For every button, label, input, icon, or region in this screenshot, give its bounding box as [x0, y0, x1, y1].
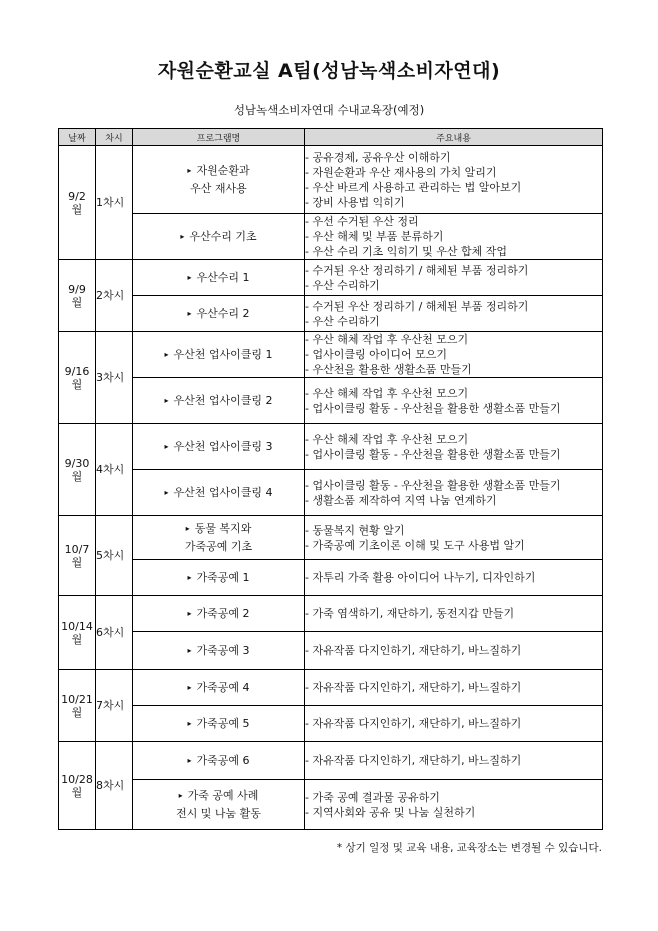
session-number: 1차시	[96, 146, 133, 260]
program-name-text: 우산천 업사이클링 2	[173, 393, 273, 407]
program-name-line	[133, 520, 304, 538]
program-name-line	[133, 228, 304, 246]
program-content	[305, 596, 603, 632]
bullet-icon: ▸	[187, 755, 192, 765]
program-name-line	[133, 438, 304, 456]
table-row	[59, 670, 603, 706]
header-session: 차시	[96, 129, 133, 146]
program-name-text: 동물 복지와	[194, 522, 252, 535]
table-row	[59, 560, 603, 596]
program-name-text: 가죽공예 4	[196, 680, 250, 694]
program-name-line	[133, 805, 304, 822]
session-number: 2차시	[96, 260, 133, 332]
program-content	[305, 780, 603, 830]
table-row	[59, 260, 603, 296]
bullet-icon: ▸	[180, 231, 185, 241]
content-line: - 업사이클링 활동 - 우산천을 활용한 생활소품 만들기	[305, 447, 561, 461]
session-date-line: 월	[71, 295, 83, 309]
table-row	[59, 214, 603, 260]
program-content	[305, 378, 603, 424]
session-date-line: 9/9	[68, 282, 86, 296]
session-date-line: 월	[71, 705, 83, 719]
content-line: - 지역사회와 공유 및 나눔 실천하기	[305, 805, 476, 819]
schedule-body	[59, 146, 603, 830]
program-name	[133, 516, 305, 560]
table-row	[59, 742, 603, 780]
program-name-line	[133, 346, 304, 364]
program-name	[133, 780, 305, 830]
program-name-text: 가죽 공예 사례	[187, 789, 259, 802]
table-row	[59, 706, 603, 742]
table-row	[59, 146, 603, 214]
content-line: - 가죽 염색하기, 재단하기, 동전지갑 만들기	[305, 607, 515, 620]
program-name-text: 가죽공예 1	[196, 570, 250, 584]
session-date-line: 월	[71, 469, 83, 483]
document-subtitle: 성남녹색소비자연대 수내교육장(예정)	[233, 103, 425, 117]
bullet-icon: ▸	[164, 487, 169, 497]
session-date-line: 10/7	[64, 542, 90, 556]
session-date	[59, 670, 96, 742]
bullet-icon: ▸	[185, 524, 190, 533]
program-name-text: 전시 및 나눔 활동	[176, 807, 261, 820]
program-name	[133, 596, 305, 632]
bullet-icon: ▸	[187, 682, 192, 692]
content-line: - 가죽 공예 결과물 공유하기	[305, 790, 440, 804]
session-date-line: 10/21	[61, 692, 93, 706]
content-line: - 우산 해체 작업 후 우산천 모으기	[305, 386, 469, 400]
content-line: - 자투리 가죽 활용 아이디어 나누기, 디자인하기	[305, 571, 536, 584]
session-date-line: 월	[71, 555, 83, 569]
bullet-icon: ▸	[164, 349, 169, 359]
content-line: - 수거된 우산 정리하기 / 해체된 부품 정리하기	[305, 299, 529, 313]
content-line: - 수거된 우산 정리하기 / 해체된 부품 정리하기	[305, 263, 529, 277]
header-program: 프로그램명	[133, 129, 305, 146]
program-name-line	[133, 605, 304, 623]
content-line: - 우선 수거된 우산 정리	[305, 215, 419, 228]
program-name-text: 자원순환과	[196, 164, 250, 177]
content-line: - 동물복지 현황 알기	[305, 523, 405, 537]
program-name	[133, 296, 305, 332]
bullet-icon: ▸	[178, 791, 183, 800]
program-name-line	[133, 162, 304, 180]
program-name-line	[133, 180, 304, 197]
program-content	[305, 742, 603, 780]
program-content	[305, 560, 603, 596]
program-name	[133, 470, 305, 516]
program-name-text: 우산 재사용	[190, 182, 247, 195]
session-date-line: 월	[71, 632, 83, 646]
table-row	[59, 780, 603, 830]
session-date	[59, 596, 96, 670]
content-line: - 자유작품 다지인하기, 재단하기, 바느질하기	[305, 717, 522, 730]
program-name-line	[133, 642, 304, 660]
content-line: - 가죽공예 기초이론 이해 및 도구 사용법 알기	[305, 538, 525, 552]
program-name	[133, 742, 305, 780]
program-name-line	[133, 787, 304, 805]
content-line: - 우산 해체 작업 후 우산천 모으기	[305, 432, 469, 446]
session-date	[59, 742, 96, 830]
content-line: - 생활소품 제작하여 지역 나눔 연계하기	[305, 493, 497, 507]
bullet-icon: ▸	[187, 166, 192, 175]
session-date-line: 월	[71, 377, 83, 391]
program-name	[133, 146, 305, 214]
table-row	[59, 424, 603, 470]
program-name-line	[133, 484, 304, 502]
program-content	[305, 516, 603, 560]
session-date-line: 9/30	[64, 456, 90, 470]
content-line: - 자유작품 다지인하기, 재단하기, 바느질하기	[305, 681, 522, 694]
program-content	[305, 470, 603, 516]
content-line: - 우산 해체 작업 후 우산천 모으기	[305, 333, 469, 346]
program-name	[133, 560, 305, 596]
content-line: - 공유경제, 공유우산 이해하기	[305, 150, 451, 164]
content-line: - 자유작품 다지인하기, 재단하기, 바느질하기	[305, 754, 522, 767]
header-date: 날짜	[59, 129, 96, 146]
bullet-icon: ▸	[187, 645, 192, 655]
program-name-text: 가죽공예 6	[196, 753, 250, 767]
program-name-line	[133, 392, 304, 410]
bullet-icon: ▸	[187, 572, 192, 582]
program-name	[133, 378, 305, 424]
content-line: - 우산 수리하기	[305, 314, 380, 328]
program-name-line	[133, 679, 304, 697]
program-name-text: 가죽공예 2	[196, 606, 250, 620]
program-name-text: 우산천 업사이클링 1	[173, 347, 273, 361]
program-name	[133, 670, 305, 706]
table-row	[59, 378, 603, 424]
schedule-table	[58, 128, 603, 830]
program-content	[305, 424, 603, 470]
program-name	[133, 260, 305, 296]
table-row	[59, 516, 603, 560]
content-line: - 업사이클링 아이디어 모으기	[305, 348, 447, 361]
program-content	[305, 260, 603, 296]
program-name-line	[133, 538, 304, 555]
content-line: - 우산 해체 및 부품 분류하기	[305, 230, 444, 243]
bullet-icon: ▸	[187, 308, 192, 318]
program-name	[133, 424, 305, 470]
session-number: 7차시	[96, 670, 133, 742]
content-line: - 우산 수리 기초 익히기 및 우산 합체 작업	[305, 245, 507, 258]
bullet-icon: ▸	[164, 441, 169, 451]
header-content: 주요내용	[305, 129, 603, 146]
bullet-icon: ▸	[187, 608, 192, 618]
program-content	[305, 670, 603, 706]
session-number: 4차시	[96, 424, 133, 516]
program-content	[305, 632, 603, 670]
session-date-line: 월	[71, 202, 83, 216]
session-date	[59, 332, 96, 424]
program-name-text: 가죽공예 3	[196, 643, 250, 657]
session-date	[59, 146, 96, 260]
program-content	[305, 706, 603, 742]
program-name-text: 우산수리 2	[196, 306, 250, 320]
footnote: * 상기 일정 및 교육 내용, 교육장소는 변경될 수 있습니다.	[336, 842, 602, 854]
program-name-line	[133, 305, 304, 323]
document-title: 자원순환교실 A팀(성남녹색소비자연대)	[157, 60, 501, 82]
table-row	[59, 632, 603, 670]
content-line: - 자원순환과 우산 재사용의 가치 알리기	[305, 165, 497, 179]
session-date-line: 10/28	[61, 772, 93, 786]
content-line: - 우산천을 활용한 생활소품 만들기	[305, 363, 472, 376]
program-name-text: 우산천 업사이클링 3	[173, 439, 273, 453]
program-name-text: 우산수리 기초	[189, 229, 257, 243]
session-date-line: 월	[71, 785, 83, 799]
session-number: 5차시	[96, 516, 133, 596]
program-content	[305, 214, 603, 260]
program-name-line	[133, 569, 304, 587]
table-row	[59, 596, 603, 632]
session-date-line: 9/16	[64, 364, 90, 378]
session-date	[59, 516, 96, 596]
bullet-icon: ▸	[164, 395, 169, 405]
session-date-line: 9/2	[68, 189, 86, 203]
content-line: - 업사이클링 활동 - 우산천을 활용한 생활소품 만들기	[305, 478, 561, 492]
program-name-text: 가죽공예 기초	[184, 540, 253, 553]
content-line: - 우산 바르게 사용하고 관리하는 법 알아보기	[305, 180, 522, 194]
table-row	[59, 470, 603, 516]
program-content	[305, 332, 603, 378]
program-name	[133, 214, 305, 260]
content-line: - 장비 사용법 익히기	[305, 195, 405, 209]
program-name-text: 우산수리 1	[196, 270, 250, 284]
table-row	[59, 296, 603, 332]
session-date	[59, 424, 96, 516]
content-line: - 업사이클링 활동 - 우산천을 활용한 생활소품 만들기	[305, 401, 561, 415]
content-line: - 자유작품 다지인하기, 재단하기, 바느질하기	[305, 644, 522, 657]
table-row	[59, 332, 603, 378]
program-name-text: 우산천 업사이클링 4	[173, 485, 273, 499]
program-name-line	[133, 715, 304, 733]
session-number: 8차시	[96, 742, 133, 830]
program-content	[305, 296, 603, 332]
session-number: 6차시	[96, 596, 133, 670]
program-name-line	[133, 752, 304, 770]
table-header-row	[59, 129, 603, 146]
program-name	[133, 632, 305, 670]
session-number: 3차시	[96, 332, 133, 424]
program-name	[133, 706, 305, 742]
bullet-icon: ▸	[187, 718, 192, 728]
bullet-icon: ▸	[187, 272, 192, 282]
program-content	[305, 146, 603, 214]
session-date	[59, 260, 96, 332]
session-date-line: 10/14	[61, 619, 93, 633]
program-name-line	[133, 269, 304, 287]
program-name-text: 가죽공예 5	[196, 716, 250, 730]
content-line: - 우산 수리하기	[305, 278, 380, 292]
program-name	[133, 332, 305, 378]
